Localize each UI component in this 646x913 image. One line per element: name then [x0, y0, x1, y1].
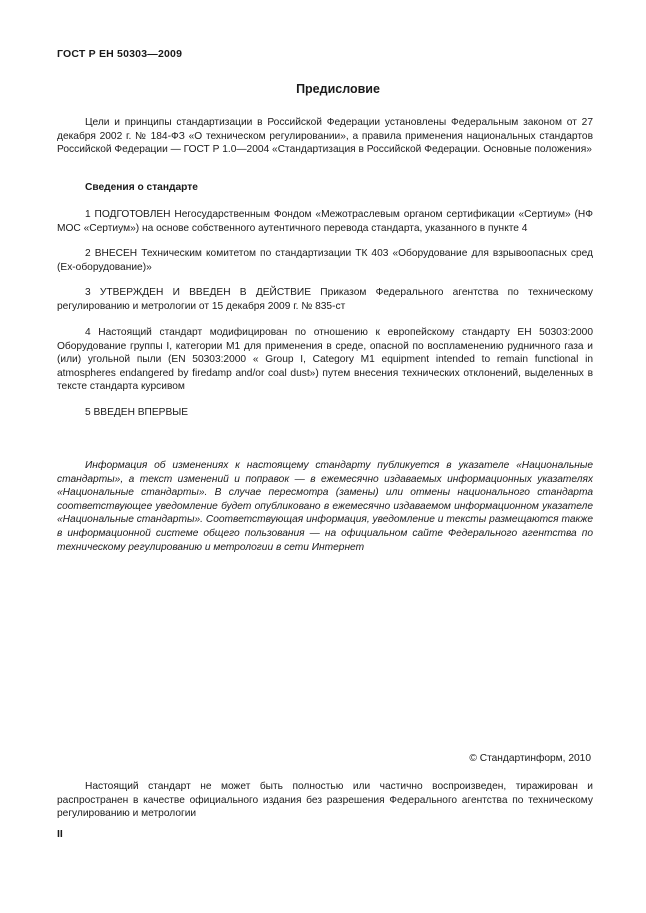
- item-2-paragraph: 2 ВНЕСЕН Техническим комитетом по стандартизации ТК 403 «Оборудование для взрывоопасных сред (Ex-оборудование)»: [57, 248, 593, 273]
- item-1-paragraph: 1 ПОДГОТОВЛЕН Негосударственным Фондом «Межотраслевым органом сертификации «Сертиум» (НФ МОС «Сертиум») на основе собственного аутентичного перевода стандарта, указанного в пункте 4: [57, 209, 593, 234]
- item-5-paragraph: 5 ВВЕДЕН ВПЕРВЫЕ: [85, 407, 189, 418]
- page-number: II: [57, 828, 63, 840]
- item-3-paragraph: 3 УТВЕРЖДЕН И ВВЕДЕН В ДЕЙСТВИЕ Приказом Федерального агентства по техническому регулированию и метрологии от 15 декабря 2009 г. № 835-ст: [57, 287, 593, 312]
- info-heading: Сведения о стандарте: [85, 182, 198, 193]
- document-header: ГОСТ Р ЕН 50303—2009: [57, 48, 183, 60]
- rights-paragraph: Настоящий стандарт не может быть полностью или частично воспроизведен, тиражирован и распространен в качестве официального издания без разрешения Федерального агентства по техническому регулированию и метрологии: [57, 781, 593, 820]
- notice-paragraph: Информация об изменениях к настоящему стандарту публикуется в указателе «Национальные стандарты», а текст изменений и поправок — в ежемесячно издаваемых информационных указателях «Национальные стандарты». В случае пересмотра (замены) или отмены национального стандарта соответствующее уведомление будет опубликовано в ежемесячно издаваемом информационном указателе «Национальные стандарты». Соответствующая информация, уведомление и тексты размещаются также в информационной системе общего пользования — на официальном сайте Федерального агентства по техническому регулированию и метрологии в сети Интернет: [57, 460, 593, 553]
- copyright-line: © Стандартинформ, 2010: [469, 753, 591, 764]
- item-4-paragraph: 4 Настоящий стандарт модифицирован по отношению к европейскому стандарту ЕН 50303:2000 Оборудование группы I, категории М1 для применения в среде, опасной по воспламенению рудничного газа и (или) угольной пыли (EN 50303:2000 « Group I, Category M1 equipment intended to remain functional in atmospheres endangered by firedamp and/or coal dust») путем внесения технических отклонений, выделенных в тексте стандарта курсивом: [57, 327, 593, 393]
- page-title: Предисловие: [296, 82, 380, 96]
- intro-paragraph: Цели и принципы стандартизации в Российской Федерации установлены Федеральным законом от 27 декабря 2002 г. № 184-ФЗ «О техническом регулировании», а правила применения национальных стандартов Российской Федерации — ГОСТ Р 1.0—2004 «Стандартизация в Российской Федерации. Основные положения»: [57, 117, 593, 156]
